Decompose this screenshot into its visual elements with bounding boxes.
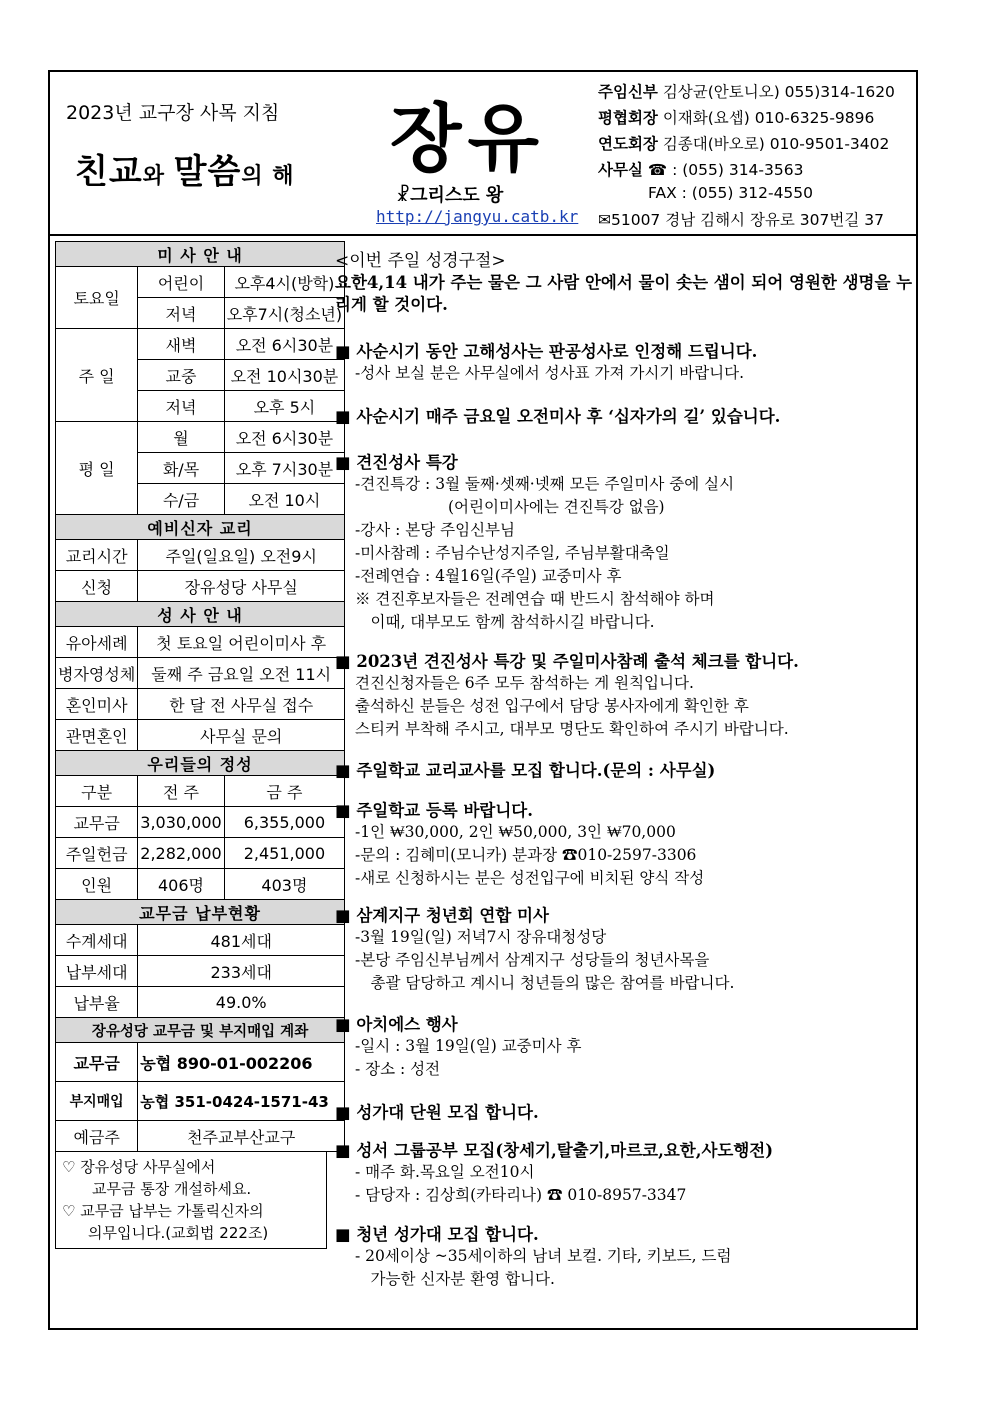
cell: 교무금 xyxy=(56,807,138,838)
announcement-line: -미사참례 : 주님수난성지주일, 주님부활대축일 xyxy=(355,544,670,562)
contact-line: 평협회장 이재화(요셉) 010-6325-9896 xyxy=(598,109,875,127)
announcement-line: 총괄 담당하고 계시니 청년들의 많은 참여를 바랍니다. xyxy=(355,974,735,992)
announcement-item xyxy=(335,797,915,890)
cell: 병자영성체 xyxy=(56,658,138,689)
announcement-line: -견진특강 : 3월 둘째·셋째·넷째 모든 주일미사 중에 실시 xyxy=(355,475,735,493)
announcement-item xyxy=(335,1221,915,1291)
announcement-line: 견진신청자들은 6주 모두 참석하는 게 원칙입니다. xyxy=(355,674,694,692)
contact-line: ✉51007 경남 김해시 장유로 307번길 37 xyxy=(598,211,884,229)
announcement-line: 이때, 대부모도 함께 참석하시길 바랍니다. xyxy=(355,613,655,631)
announcement-heading: ■ 삼계지구 청년회 연합 미사 xyxy=(335,906,549,925)
announcement-line: 출석하신 분들은 성전 입구에서 담당 봉사자에게 확인한 후 xyxy=(355,697,749,715)
note-line: ♡ 교무금 납부는 가톨릭신자의 xyxy=(62,1202,264,1220)
cell: 233세대 xyxy=(138,956,345,987)
announcement-line: -1인 ₩30,000, 2인 ₩50,000, 3인 ₩70,000 xyxy=(355,823,676,841)
cell: 둘째 주 금요일 오전 11시 xyxy=(138,658,345,689)
cell: 406명 xyxy=(138,869,224,900)
cell: 교무금 xyxy=(56,1043,138,1082)
cell: 481세대 xyxy=(138,925,345,956)
cell: 전 주 xyxy=(138,776,224,807)
note-line: 의무입니다.(교회법 222조) xyxy=(88,1224,269,1242)
cell: 저녁 xyxy=(138,298,224,329)
section-heading: 교무금 납부현황 xyxy=(56,900,345,925)
announcement-line: (어린이미사에는 견진특강 없음) xyxy=(355,498,665,516)
slogan-part: 의 해 xyxy=(241,164,295,189)
cell: 사무실 문의 xyxy=(138,720,345,751)
announcement-line: -일시 : 3월 19일(일) 교중미사 후 xyxy=(355,1037,582,1055)
section-heading: 예비신자 교리 xyxy=(56,515,345,540)
contact-line: FAX : (055) 312-4550 xyxy=(648,184,814,202)
announcement-heading: ■ 2023년 견진성사 특강 및 주일미사참례 출석 체크를 합니다. xyxy=(335,652,799,671)
slogan-part: 와 xyxy=(142,164,174,189)
cell: 혼인미사 xyxy=(56,689,138,720)
cell: 장유성당 사무실 xyxy=(138,571,345,602)
cell: 교리시간 xyxy=(56,540,138,571)
announcement-item xyxy=(335,648,915,741)
cell: 오후4시(방학) xyxy=(224,267,344,298)
announcement-list xyxy=(335,338,915,1291)
cell: 월 xyxy=(138,422,224,453)
note-line: ♡ 장유성당 사무실에서 xyxy=(62,1158,216,1176)
announcement-line: -문의 : 김혜미(모니카) 분과장 ☎010-2597-3306 xyxy=(355,846,697,864)
contact-line: 연도회장 김종대(바오로) 010-9501-3402 xyxy=(598,135,890,153)
cell: 인원 xyxy=(56,869,138,900)
cell: 농협 890-01-002206 xyxy=(138,1043,345,1082)
cell: 2,282,000 xyxy=(138,838,224,869)
announcement-item xyxy=(335,403,915,427)
cell: 저녁 xyxy=(138,391,224,422)
cell: 오후 7시30분 xyxy=(224,453,344,484)
verse-text: 요한4,14 내가 주는 물은 그 사람 안에서 물이 솟는 샘이 되어 영원한 생명을 누리게 할 것이다. xyxy=(335,273,913,314)
parish-url-link[interactable]: http://jangyu.catb.kr xyxy=(376,207,579,226)
slogan-part: 친교 xyxy=(75,152,143,192)
section-heading: 장유성당 교무금 및 부지매입 계좌 xyxy=(56,1018,345,1043)
announcement-heading: ■ 아치에스 행사 xyxy=(335,1015,458,1034)
left-column xyxy=(55,241,343,1249)
announcement-item xyxy=(335,338,915,385)
announcement-line: -전례연습 : 4월16일(주일) 교중미사 후 xyxy=(355,567,622,585)
cell: 49.0% xyxy=(138,987,345,1018)
slogan-part: 말씀 xyxy=(173,152,242,192)
cell: 토요일 xyxy=(56,267,138,329)
cell: 관면혼인 xyxy=(56,720,138,751)
cell: 어린이 xyxy=(138,267,224,298)
announcement-item xyxy=(335,757,915,781)
header-divider xyxy=(48,234,918,236)
cell: 오후 5시 xyxy=(224,391,344,422)
cell: 403명 xyxy=(224,869,344,900)
announcement-line: -성사 보실 분은 사무실에서 성사표 가져 가시기 바랍니다. xyxy=(355,364,745,382)
slogan xyxy=(75,144,295,193)
verse-heading: <이번 주일 성경구절> xyxy=(335,251,506,271)
announcement-line: -본당 주임신부님께서 삼계지구 성당들의 청년사목을 xyxy=(355,951,710,969)
cell: 한 달 전 사무실 접수 xyxy=(138,689,345,720)
announcement-line: -3월 19일(일) 저녁7시 장유대청성당 xyxy=(355,928,607,946)
note-line: 교무금 통장 개설하세요. xyxy=(92,1180,252,1198)
cell: 천주교부산교구 xyxy=(138,1121,345,1152)
announcement-line: 스티커 부착해 주시고, 대부모 명단도 확인하여 주시기 바랍니다. xyxy=(355,720,789,738)
announcement-line: - 20세이상 ~35세이하의 남녀 보컬. 기타, 키보드, 드럼 xyxy=(355,1247,732,1265)
announcement-line: -새로 신청하시는 분은 성전입구에 비치된 양식 작성 xyxy=(355,869,705,887)
announcement-item xyxy=(335,1011,915,1081)
cell: 첫 토요일 어린이미사 후 xyxy=(138,627,345,658)
cell: 2,451,000 xyxy=(224,838,344,869)
announcement-heading: ■ 성서 그룹공부 모집(창세기,탈출기,마르코,요한,사도행전) xyxy=(335,1141,774,1160)
contact-line: 사무실 ☎ : (055) 314-3563 xyxy=(598,161,804,179)
announcement-heading: ■ 주일학교 등록 바랍니다. xyxy=(335,801,533,820)
section-heading: 성 사 안 내 xyxy=(56,602,345,627)
cell: 농협 351-0424-1571-43 xyxy=(138,1082,345,1121)
cell: 납부세대 xyxy=(56,956,138,987)
cell: 3,030,000 xyxy=(138,807,224,838)
contact-line: 주임신부 김상균(안토니오) 055)314-1620 xyxy=(598,83,895,101)
cell: 수계세대 xyxy=(56,925,138,956)
parish-subtitle: ☧그리스도 왕 xyxy=(396,185,504,206)
announcement-item xyxy=(335,1099,915,1123)
cell: 주일(일요일) 오전9시 xyxy=(138,540,345,571)
announcement-line: -강사 : 본당 주임신부님 xyxy=(355,521,515,539)
cell: 오후7시(청소년) xyxy=(224,298,344,329)
announcement-line: - 매주 화.목요일 오전10시 xyxy=(355,1163,535,1181)
announcement-heading: ■ 성가대 단원 모집 합니다. xyxy=(335,1103,539,1122)
account-note xyxy=(55,1152,327,1249)
cell: 오전 6시30분 xyxy=(224,422,344,453)
cell: 금 주 xyxy=(224,776,344,807)
cell: 유아세례 xyxy=(56,627,138,658)
cell: 주일헌금 xyxy=(56,838,138,869)
cell: 예금주 xyxy=(56,1121,138,1152)
cell: 평 일 xyxy=(56,422,138,515)
announcement-line: 가능한 신자분 환영 합니다. xyxy=(355,1270,555,1288)
announcement-heading: ■ 주일학교 교리교사를 모집 합니다.(문의 : 사무실) xyxy=(335,761,716,780)
cell: 오전 10시30분 xyxy=(224,360,344,391)
slogan-year: 2023년 교구장 사목 지침 xyxy=(66,102,280,124)
announcement-heading: ■ 청년 성가대 모집 합니다. xyxy=(335,1225,539,1244)
announcement-item xyxy=(335,1137,915,1207)
announcement-item xyxy=(335,902,915,995)
cell: 부지매입 xyxy=(56,1082,138,1121)
parish-title: 장유 xyxy=(390,96,545,182)
cell: 6,355,000 xyxy=(224,807,344,838)
cell: 수/금 xyxy=(138,484,224,515)
announcement-line: ※ 견진후보자들은 전례연습 때 반드시 참석해야 하며 xyxy=(355,590,715,608)
mass-table xyxy=(55,241,345,1152)
announcement-heading: ■ 사순시기 매주 금요일 오전미사 후 ‘십자가의 길’ 있습니다. xyxy=(335,407,781,426)
cell: 새벽 xyxy=(138,329,224,360)
cell: 화/목 xyxy=(138,453,224,484)
announcements xyxy=(335,246,915,1291)
cell: 주 일 xyxy=(56,329,138,422)
section-heading: 미 사 안 내 xyxy=(56,242,345,267)
announcement-item xyxy=(335,449,915,634)
cell: 교중 xyxy=(138,360,224,391)
announcement-heading: ■ 사순시기 동안 고해성사는 판공성사로 인정해 드립니다. xyxy=(335,342,758,361)
cell: 오전 6시30분 xyxy=(224,329,344,360)
cell: 납부율 xyxy=(56,987,138,1018)
cell: 신청 xyxy=(56,571,138,602)
announcement-heading: ■ 견진성사 특강 xyxy=(335,453,458,472)
cell: 구분 xyxy=(56,776,138,807)
section-heading: 우리들의 정성 xyxy=(56,751,345,776)
announcement-line: - 담당자 : 김상희(카타리나) ☎ 010-8957-3347 xyxy=(355,1186,687,1204)
cell: 오전 10시 xyxy=(224,484,344,515)
announcement-line: - 장소 : 성전 xyxy=(355,1060,441,1078)
